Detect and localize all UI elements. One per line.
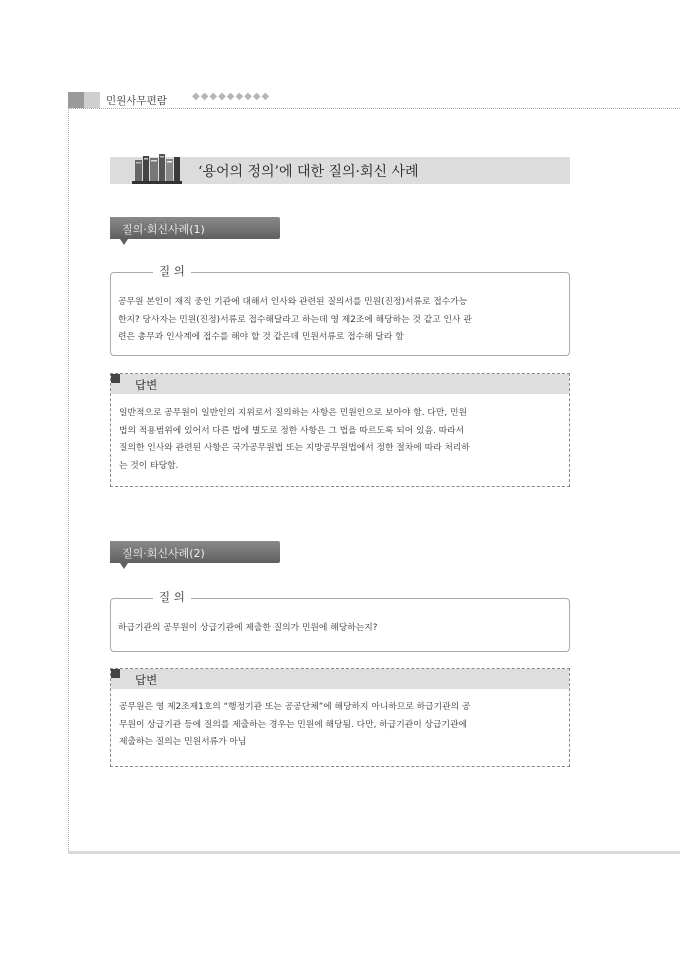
question-text-2	[118, 620, 564, 638]
question-label: 질 의	[153, 263, 191, 279]
answer-line: 는 것이 타당함.	[119, 460, 179, 471]
case-tab-1	[110, 217, 280, 239]
tab-pointer	[120, 563, 128, 569]
case-tab-2	[110, 541, 280, 563]
answer-text-2	[119, 699, 563, 752]
answer-line: 법의 적용범위에 있어서 다른 법에 별도로 정한 사항은 그 법을 따르도록 되어 있음. 따라서	[119, 425, 465, 436]
case-tab-label: 질의·회신사례(2)	[122, 547, 205, 560]
answer-header	[111, 669, 569, 689]
running-header	[68, 91, 271, 108]
header-title: 민원사무편람	[106, 95, 167, 107]
header-mark-dark	[68, 92, 84, 108]
answer-text-1	[119, 405, 563, 475]
answer-box-1	[110, 373, 570, 487]
question-line: 련은 총무과 인사계에 접수를 해야 할 것 같은데 민원서류로 접수해 달라 함	[118, 332, 404, 342]
answer-square-icon	[111, 374, 120, 383]
question-line: 공무원 본인이 재직 중인 기관에 대해서 인사와 관련된 질의서를 민원(진정)서류로 접수가능	[118, 297, 468, 307]
books-icon	[132, 152, 182, 184]
question-text-1	[118, 294, 564, 347]
answer-square-icon	[111, 669, 120, 678]
header-mark-light	[84, 92, 100, 108]
page-frame-top	[68, 108, 680, 109]
answer-label: 답변	[135, 673, 158, 687]
answer-line: 제출하는 질의는 민원서류가 아님	[119, 737, 247, 747]
section-title: ‘용어의 정의’에 대한 질의·회신 사례	[198, 164, 419, 180]
question-label: 질 의	[153, 589, 191, 605]
answer-box-2	[110, 668, 570, 767]
page-frame-bottom	[68, 851, 680, 854]
answer-line: 질의한 인사와 관련된 사항은 국가공무원법 또는 지방공무원법에서 정한 절차에 따라 처리하	[119, 443, 470, 453]
page-frame-left	[68, 108, 69, 853]
tab-pointer	[120, 239, 128, 245]
answer-line: 일반적으로 공무원이 일반인의 지위로서 질의하는 사항은 민원인으로 보아야 함. 다만, 민원	[119, 408, 467, 418]
header-dots: ◆◆◆◆◆◆◆◆◆	[192, 91, 271, 102]
question-line: 하급기관의 공무원이 상급기관에 제출한 질의가 민원에 해당하는지?	[118, 623, 378, 633]
answer-line: 공무원은 영 제2조제1호의 “행정기관 또는 공공단체”에 해당하지 아니하므로 하급기관의 공	[119, 702, 471, 712]
answer-label: 답변	[135, 378, 158, 392]
answer-line: 무원이 상급기관 등에 질의를 제출하는 경우는 민원에 해당됨. 다만, 하급기관이 상급기관에	[119, 719, 467, 730]
case-tab-label: 질의·회신사례(1)	[122, 223, 205, 236]
question-line: 한지? 당사자는 민원(진정)서류로 접수해달라고 하는데 영 제2조에 해당하는 것 같고 인사 관	[118, 314, 472, 325]
answer-header	[111, 374, 569, 394]
